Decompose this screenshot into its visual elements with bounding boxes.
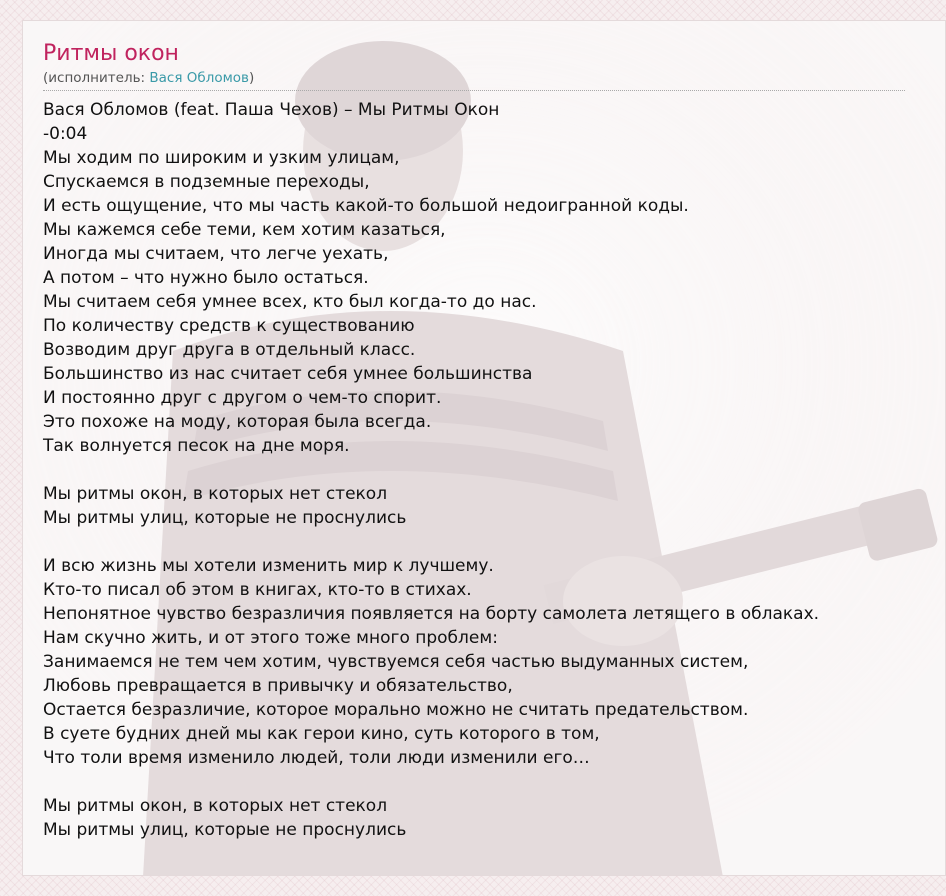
lyric-line: По количеству средств к существованию	[43, 316, 415, 336]
lyric-line: И есть ощущение, что мы часть какой-то большой недоигранной коды.	[43, 196, 689, 216]
lyric-line: Спускаемся в подземные переходы,	[43, 172, 370, 192]
lyric-line	[43, 770, 943, 794]
lyric-line: Мы ходим по широким и узким улицам,	[43, 148, 400, 168]
lyric-line	[43, 530, 943, 554]
lyric-line: Остается безразличие, которое морально можно не считать предательством.	[43, 700, 749, 720]
lyric-line	[43, 458, 943, 482]
lyric-line: Иногда мы считаем, что легче уехать,	[43, 244, 389, 264]
lyrics-card	[22, 20, 946, 876]
lyric-line: Возводим друг друга в отдельный класс.	[43, 340, 416, 360]
lyric-line: Мы считаем себя умнее всех, кто был когда-то до нас.	[43, 292, 537, 312]
lyric-line: Что толи время изменило людей, толи люди изменили его…	[43, 748, 590, 768]
lyric-line: Вася Обломов (feat. Паша Чехов) – Мы Ритмы Окон	[43, 100, 500, 120]
lyric-line: Это похоже на моду, которая была всегда.	[43, 412, 432, 432]
lyric-line: Так волнуется песок на дне моря.	[43, 436, 350, 456]
lyric-line: Любовь превращается в привычку и обязательство,	[43, 676, 513, 696]
lyric-line: Мы ритмы окон, в которых нет стекол	[43, 796, 388, 816]
artist-prefix: (исполнитель:	[43, 70, 150, 86]
lyric-line: Мы ритмы окон, в которых нет стекол	[43, 484, 388, 504]
lyric-line: А потом – что нужно было остаться.	[43, 268, 369, 288]
lyrics-text	[43, 98, 943, 842]
lyric-line: Мы ритмы улиц, которые не проснулись	[43, 508, 407, 528]
lyric-line: Непонятное чувство безразличия появляется на борту самолета летящего в облаках.	[43, 604, 820, 624]
artist-suffix: )	[248, 70, 255, 86]
lyric-line: Большинство из нас считает себя умнее большинства	[43, 364, 533, 384]
lyric-line: И всю жизнь мы хотели изменить мир к лучшему.	[43, 556, 494, 576]
artist-link[interactable]: Вася Обломов	[149, 70, 249, 86]
lyrics-content	[43, 39, 943, 842]
lyric-line: В суете будних дней мы как герои кино, суть которого в том,	[43, 724, 600, 744]
lyric-line: Нам скучно жить, и от этого тоже много проблем:	[43, 628, 498, 648]
lyric-line: И постоянно друг с другом о чем-то спорит.	[43, 388, 442, 408]
lyric-line: Мы ритмы улиц, которые не проснулись	[43, 820, 407, 840]
song-title: Ритмы окон	[43, 41, 179, 66]
lyric-line: Кто-то писал об этом в книгах, кто-то в стихах.	[43, 580, 472, 600]
lyric-line: -0:04	[43, 124, 88, 144]
artist-line	[43, 69, 905, 91]
lyric-line: Мы кажемся себе теми, кем хотим казаться,	[43, 220, 446, 240]
lyric-line: Занимаемся не тем чем хотим, чувствуемся себя частью выдуманных систем,	[43, 652, 749, 672]
